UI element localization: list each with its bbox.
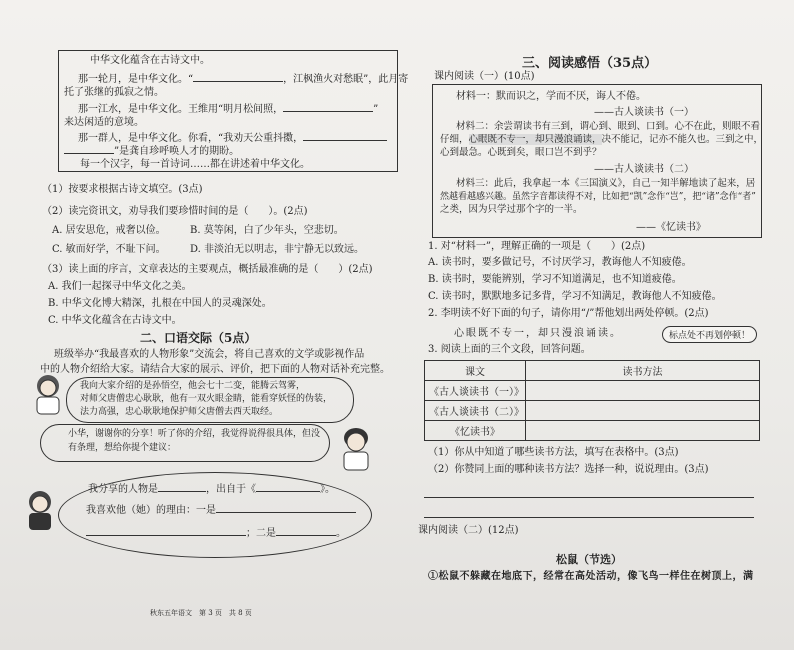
- q2-option-b[interactable]: B. 莫等闲，白了少年头，空悲切。: [190, 225, 344, 236]
- question-3: （3）读上面的序言，文章表达的主要观点，概括最准确的是（ ）(2点): [42, 264, 373, 275]
- character-blank[interactable]: [158, 482, 206, 492]
- rq1-option-b[interactable]: B. 读书时，要能辨别，学习不知道满足，也不知道疲倦。: [428, 274, 682, 285]
- material-3-source: ——《忆读书》: [636, 222, 706, 233]
- reading-question-3: 3. 阅读上面的三个文段，回答问题。: [428, 344, 591, 355]
- student-avatar-bottom: [22, 488, 58, 532]
- page-footer: 秋东五年语文 第 3 页 共 8 页: [150, 609, 252, 617]
- table-cell-text: 《古人谈读书（二）》: [425, 401, 526, 421]
- hint-callout: 标点处不再划停顿！: [662, 326, 757, 343]
- table-cell-answer[interactable]: [526, 401, 760, 421]
- ellipse-line-2: 我喜欢他（她）的理由：一是: [86, 503, 356, 517]
- blank-4[interactable]: [64, 144, 114, 154]
- reading-2-title: 课内阅读（二）(12点): [418, 525, 519, 536]
- blank-1[interactable]: [193, 72, 283, 82]
- bubble1-line-2: 对师父唐僧忠心耿耿，他有一双火眼金睛，能看穿妖怪的伪装，: [80, 394, 333, 404]
- material-2-source: ——古人谈读书（二）: [594, 164, 694, 175]
- reading-methods-table: [424, 360, 760, 441]
- intro-line-2: 中的人物介绍给大家。请结合大家的展示、评价，把下面的人物对话补充完整。: [40, 364, 390, 375]
- material-1: 材料一：默而识之，学而不厌，诲人不倦。: [456, 91, 646, 102]
- material-3-line-3: 之类，因为只学过那个字的一半。: [440, 204, 583, 215]
- passage-line-2: 那一轮月，是中华文化。“ ，江枫渔火对愁眠”，此月寄: [78, 74, 409, 85]
- student-avatar-left: [30, 372, 66, 416]
- subquestion-b: （2）你赞同上面的哪种读书方法？选择一种，说说理由。(3点): [428, 464, 709, 475]
- section-2-title: 二、口语交际（5点）: [140, 331, 257, 345]
- table-row: [425, 401, 760, 421]
- q3-option-c[interactable]: C. 中华文化蕴含在古诗文中。: [48, 315, 182, 326]
- reading-question-2: 2. 李明读不好下面的句子，请你用“/”帮他划出两处停顿。(2点): [428, 308, 709, 319]
- blank-2[interactable]: [283, 102, 373, 112]
- material-2-line-2: 仔细，心眼既不专一，却只漫浪诵读，决不能记，记亦不能久也。三到之中，: [440, 134, 764, 145]
- material-2-line-3: 心到最急。心既到矣，眼口岂不到乎？: [440, 147, 602, 158]
- excerpt-title: 松鼠（节选）: [556, 553, 622, 566]
- section-3-title: 三、阅读感悟（35点）: [522, 56, 658, 71]
- reason-2-blank-b[interactable]: [276, 526, 336, 536]
- reason-2-blank-a[interactable]: [86, 526, 246, 536]
- reason-1-blank[interactable]: [216, 503, 356, 513]
- material-3-line-2: 然越看越感兴趣。虽然字音都读得不对，比如把“凯”念作“岂”，把“诸”念作“者”: [440, 192, 756, 202]
- bubble2-line-2: 有条理，想给你提个建议：: [68, 443, 177, 453]
- passage-line-4: 那一江水，是中华文化。王维用“明月松间照， ”: [78, 104, 379, 115]
- question-1: （1）按要求根据古诗文填空。(3点): [42, 184, 203, 195]
- q3-option-a[interactable]: A. 我们一起探寻中华文化之美。: [48, 281, 192, 292]
- table-header-method: 读书方法: [526, 361, 760, 381]
- reading-1-title: 课内阅读（一）(10点): [434, 71, 535, 82]
- table-cell-answer[interactable]: [526, 421, 760, 441]
- excerpt-line-1: ①松鼠不躲藏在地底下，经常在高处活动，像飞鸟一样住在树顶上，满: [428, 571, 754, 582]
- q2-option-c[interactable]: C. 敏而好学，不耻下问。: [52, 244, 166, 255]
- bubble2-line-1: 小华，谢谢你的分享！听了你的介绍，我觉得说得很具体，但没: [68, 429, 321, 439]
- passage-line-7: ”是龚自珍呼唤人才的期盼。: [64, 144, 239, 158]
- bubble1-line-3: 法力高强，忠心耿耿地保护师父唐僧去西天取经。: [80, 407, 279, 417]
- ellipse-line-1: 我分享的人物是 ，出自于《 》。: [88, 484, 335, 495]
- passage-line-6: 那一群人，是中华文化。你看，“我劝天公重抖擞，: [78, 131, 387, 145]
- table-row: [425, 421, 760, 441]
- intro-line-1: 班级举办“我最喜欢的人物形象”交流会，将自己喜欢的文学或影视作品: [54, 349, 365, 360]
- reading-question-1: 1. 对“材料一”，理解正确的一项是（ ）(2点): [428, 241, 646, 252]
- passage-line-8: 每一个汉字，每一首诗词……都在讲述着中华文化。: [80, 159, 310, 170]
- table-header-text: 课文: [425, 361, 526, 381]
- table-cell-answer[interactable]: [526, 381, 760, 401]
- rq1-option-c[interactable]: C. 读书时，默默地多记多背，学习不知满足，教诲他人不知疲倦。: [428, 291, 722, 302]
- blank-3[interactable]: [303, 131, 387, 141]
- subquestion-a: （1）你从中知道了哪些读书方法，填写在表格中。(3点): [428, 447, 679, 458]
- table-cell-text: 《忆读书》: [425, 421, 526, 441]
- material-3-line-1: 材料三：此后，我拿起一本《三国演义》，自己一知半解地读了起来，居: [456, 178, 756, 189]
- q3-option-b[interactable]: B. 中华文化博大精深，扎根在中国人的灵魂深处。: [48, 298, 272, 309]
- passage-line-5: 来达闲适的意境。: [64, 117, 144, 128]
- answer-line-1[interactable]: [424, 497, 754, 498]
- ellipse-line-3: ；二是 。: [86, 526, 346, 540]
- pause-sentence[interactable]: 心眼既不专一，却只漫浪诵读。: [454, 328, 622, 339]
- question-2: （2）读完资讯文，劝导我们要珍惜时间的是（ ）。(2点): [42, 206, 308, 217]
- passage-line-1: 中华文化蕴含在古诗文中。: [90, 55, 210, 66]
- table-row: [425, 381, 760, 401]
- material-1-source: ——古人谈读书（一）: [594, 107, 694, 118]
- passage-line-3: 托了张继的孤寂之情。: [64, 87, 164, 98]
- q2-option-d[interactable]: D. 非淡泊无以明志，非宁静无以致远。: [190, 244, 365, 255]
- student-avatar-right: [336, 424, 376, 472]
- q2-option-a[interactable]: A. 居安思危，戒奢以俭。: [52, 225, 166, 236]
- bubble1-line-1: 我向大家介绍的是孙悟空，他会七十二变，能腾云驾雾，: [80, 381, 306, 391]
- work-blank[interactable]: [256, 482, 320, 492]
- rq1-option-a[interactable]: A. 读书时，要多做记号，不讨厌学习，教诲他人不知疲倦。: [428, 257, 692, 268]
- table-cell-text: 《古人谈读书（一）》: [425, 381, 526, 401]
- answer-line-2[interactable]: [424, 517, 754, 518]
- material-2-line-1: 材料二：余尝谓读书有三到，谓心到、眼到、口到。心不在此，则眼不看: [456, 121, 761, 132]
